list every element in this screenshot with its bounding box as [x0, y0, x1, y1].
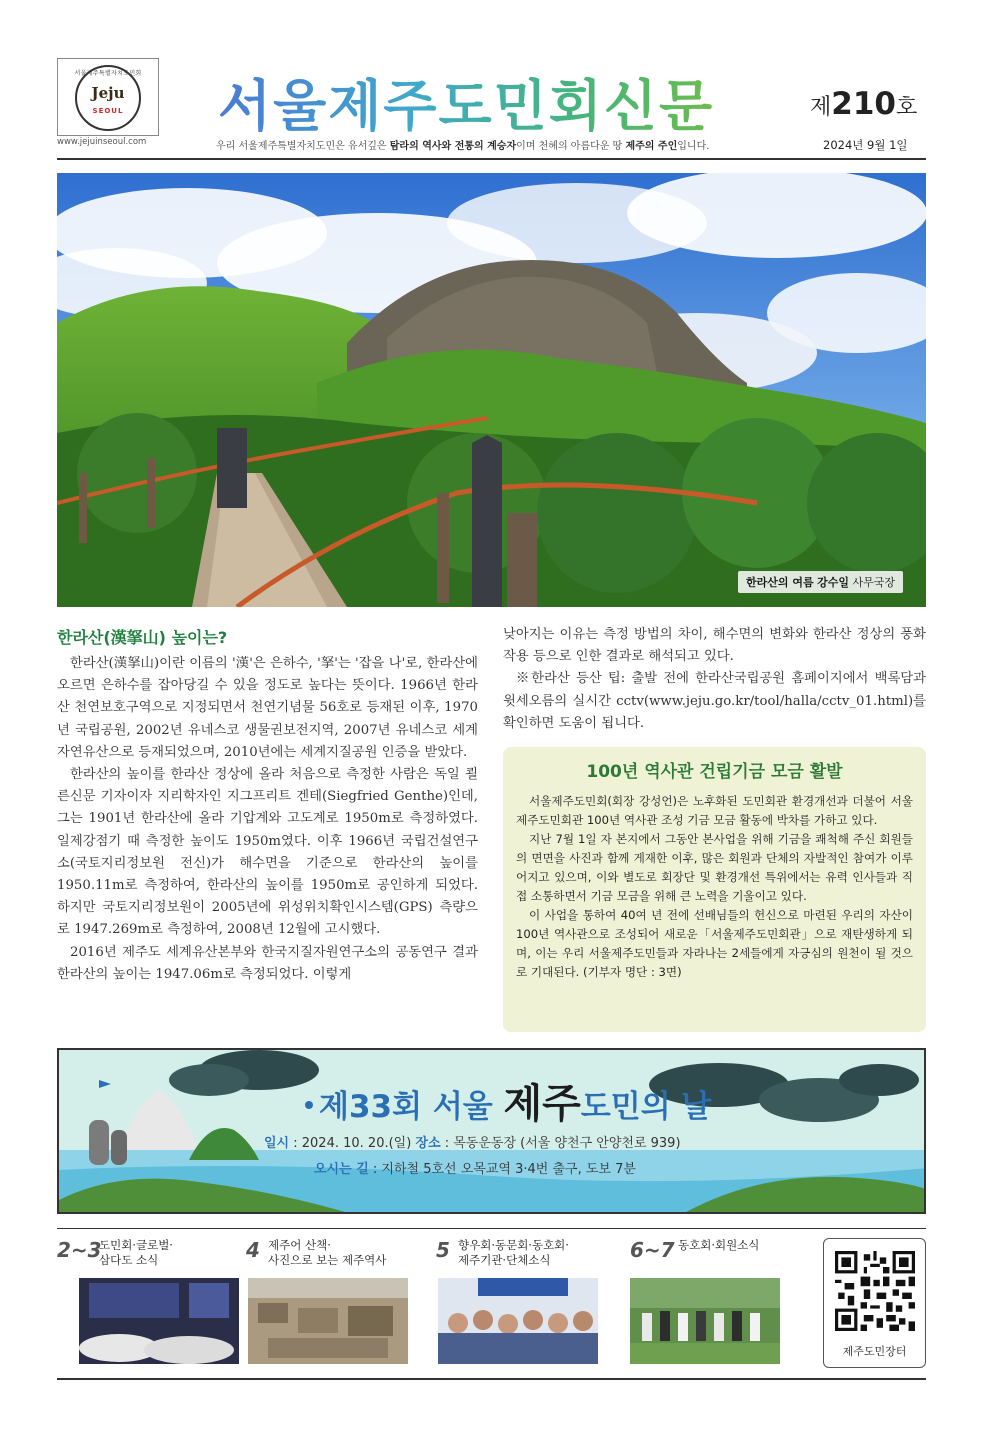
logo: [57, 58, 159, 136]
index-thumbnail: [630, 1278, 780, 1364]
hero-photo: [57, 173, 926, 607]
fund-paragraph: 이 사업을 통하여 40여 년 전에 선배님들의 헌신으로 마련된 우리의 자산이 100년 역사관으로 조성되어 새로운「서울제주도민회관」으로 재탄생하게 되며, 이는 우리 서울제주도민들과 자라나는 2세들에게 자긍심의 원천이 될 것으로 기대된다. (기부자 명단 : 3면): [516, 908, 913, 979]
photo-caption: 한라산의 여름 강수일 사무국장: [738, 571, 903, 593]
article-column-left: [57, 653, 478, 986]
index-thumbnail: [79, 1278, 239, 1364]
logo-text: Jeju: [91, 84, 125, 102]
index-label: 도민회·글로벌· 삼다도 소식: [99, 1238, 173, 1267]
article-paragraph: ※한라산 등산 팁: 출발 전에 한라산국립공원 홈페이지에서 백록담과 윗세오름의 실시간 cctv(www.jeju.go.kr/tool/halla/cctv_01.html)를 확인하면 도움이 됩니다.: [503, 671, 926, 731]
index-label: 향우회·동문회·동호회· 제주기관·단체소식: [458, 1238, 569, 1267]
index-thumbnail: [248, 1278, 408, 1364]
index-page: 4: [246, 1238, 260, 1262]
hallasan-illustration: [57, 173, 926, 607]
event-date-place: 일시 : 2024. 10. 20.(일) 장소 : 목동운동장 (서울 양천구 안양천로 939): [264, 1136, 681, 1151]
qr-label: 제주도민장터: [842, 1345, 907, 1358]
fund-paragraph: 서울제주도민회(회장 강성언)은 노후화된 도민회관 환경개선과 더불어 서울제주도민회관 100년 역사관 조성 기금 모금 활동에 박차를 가하고 있다.: [516, 794, 913, 827]
event-banner[interactable]: [57, 1048, 926, 1214]
article-paragraph: 낮아지는 이유는 측정 방법의 차이, 해수면의 변화와 한라산 정상의 풍화작용 등으로 인한 결과로 해석되고 있다.: [503, 627, 926, 665]
tagline: 우리 서울제주특별자치도민은 유서깊은 탐라의 역사와 전통의 계승자이며 천혜의 아름다운 땅 제주의 주인입니다.: [216, 141, 710, 152]
article-paragraph: 한라산의 높이를 한라산 정상에 올라 처음으로 측정한 사람은 독일 쾰른신문 기자이자 지리학자인 지그프리트 겐테(Siegfried Genthe)인데, 그는 1901년 한라산에 올라 기압계와 고도계로 1950m로 측정하였다. 일제강점기 때 측정한 높이도 1950m였다. 이후 1966년 국립건설연구소(국토지리정보원 전신)가 해수면을 기준으로 한라산의 높이를 1950.11m로 측정하여, 한라산의 높이를 1950m로 공인하게 되었다. 하지만 국토지리정보원이 2005년에 위성위치확인시스템(GPS) 측량으로 1947.269m로 측정하여, 2008년 12월에 고시했다.: [57, 767, 478, 938]
issue-number: 제210호: [810, 86, 918, 122]
article-column-right: [503, 624, 926, 735]
index-label: 제주어 산책· 사진으로 보는 제주역사: [268, 1238, 387, 1267]
index-divider: [57, 1228, 926, 1229]
bottom-divider: [57, 1378, 926, 1380]
fund-paragraph: 지난 7월 1일 자 본지에서 그동안 본사업을 위해 기금을 쾌척해 주신 회원들의 면면을 사진과 함께 게재한 이후, 많은 회원과 단체의 자발적인 참여가 이루어지고 있으며, 이와 별도로 회장단 및 환경개선 특위에서는 유력 인사들과 직접 소통하면서 기금 모금을 위해 큰 노력을 기울이고 있다.: [516, 832, 913, 903]
event-directions: 오시는 길 : 지하철 5호선 오목교역 3·4번 출구, 도보 7분: [314, 1162, 636, 1177]
website-link[interactable]: www.jejuinseoul.com: [57, 137, 147, 147]
index-thumbnail: [438, 1278, 598, 1364]
fund-title: 100년 역사관 건립기금 모금 활발: [586, 762, 843, 782]
qr-code[interactable]: [823, 1238, 926, 1368]
fund-notice-box: [503, 747, 926, 1032]
qr-code-icon: [835, 1251, 915, 1331]
fund-body: [516, 792, 913, 982]
issue-date: 2024년 9월 1일: [823, 138, 908, 152]
article-paragraph: 한라산(漢拏山)이란 이름의 '漢'은 은하수, '拏'는 '잡을 나'로, 한라산에 오르면 은하수를 잡아당길 수 있을 정도로 높다는 뜻이다. 1966년 한라산 천연보호구역으로 지정되면서 천연기념물 56호로 등재된 이후, 1970년 국립공원, 2002년 유네스코 생물권보전지역, 2007년 유네스코 세계자연유산으로 등재되었으며, 2010년에는 세계지질공원 인증을 받았다.: [57, 656, 478, 760]
article-title: 한라산(漢拏山) 높이는?: [57, 628, 228, 647]
index-page: 6~7: [630, 1238, 675, 1262]
article-paragraph: 2016년 제주도 세계유산본부와 한국지질자원연구소의 공동연구 결과 한라산의 높이는 1947.06m로 측정되었다. 이렇게: [57, 944, 478, 982]
logo-sub: SEOUL: [92, 107, 124, 115]
masthead-title: 서울제주도민회신문: [218, 62, 778, 132]
top-divider: [57, 158, 926, 160]
index-page: 2~3: [57, 1238, 102, 1262]
index-page: 5: [436, 1238, 450, 1262]
event-title: 제33회 서울 제주도민의 날: [319, 1080, 712, 1127]
index-label: 동호회·회원소식: [678, 1238, 760, 1252]
logo-arc-text: 서울제주특별자치도민회: [74, 70, 142, 77]
